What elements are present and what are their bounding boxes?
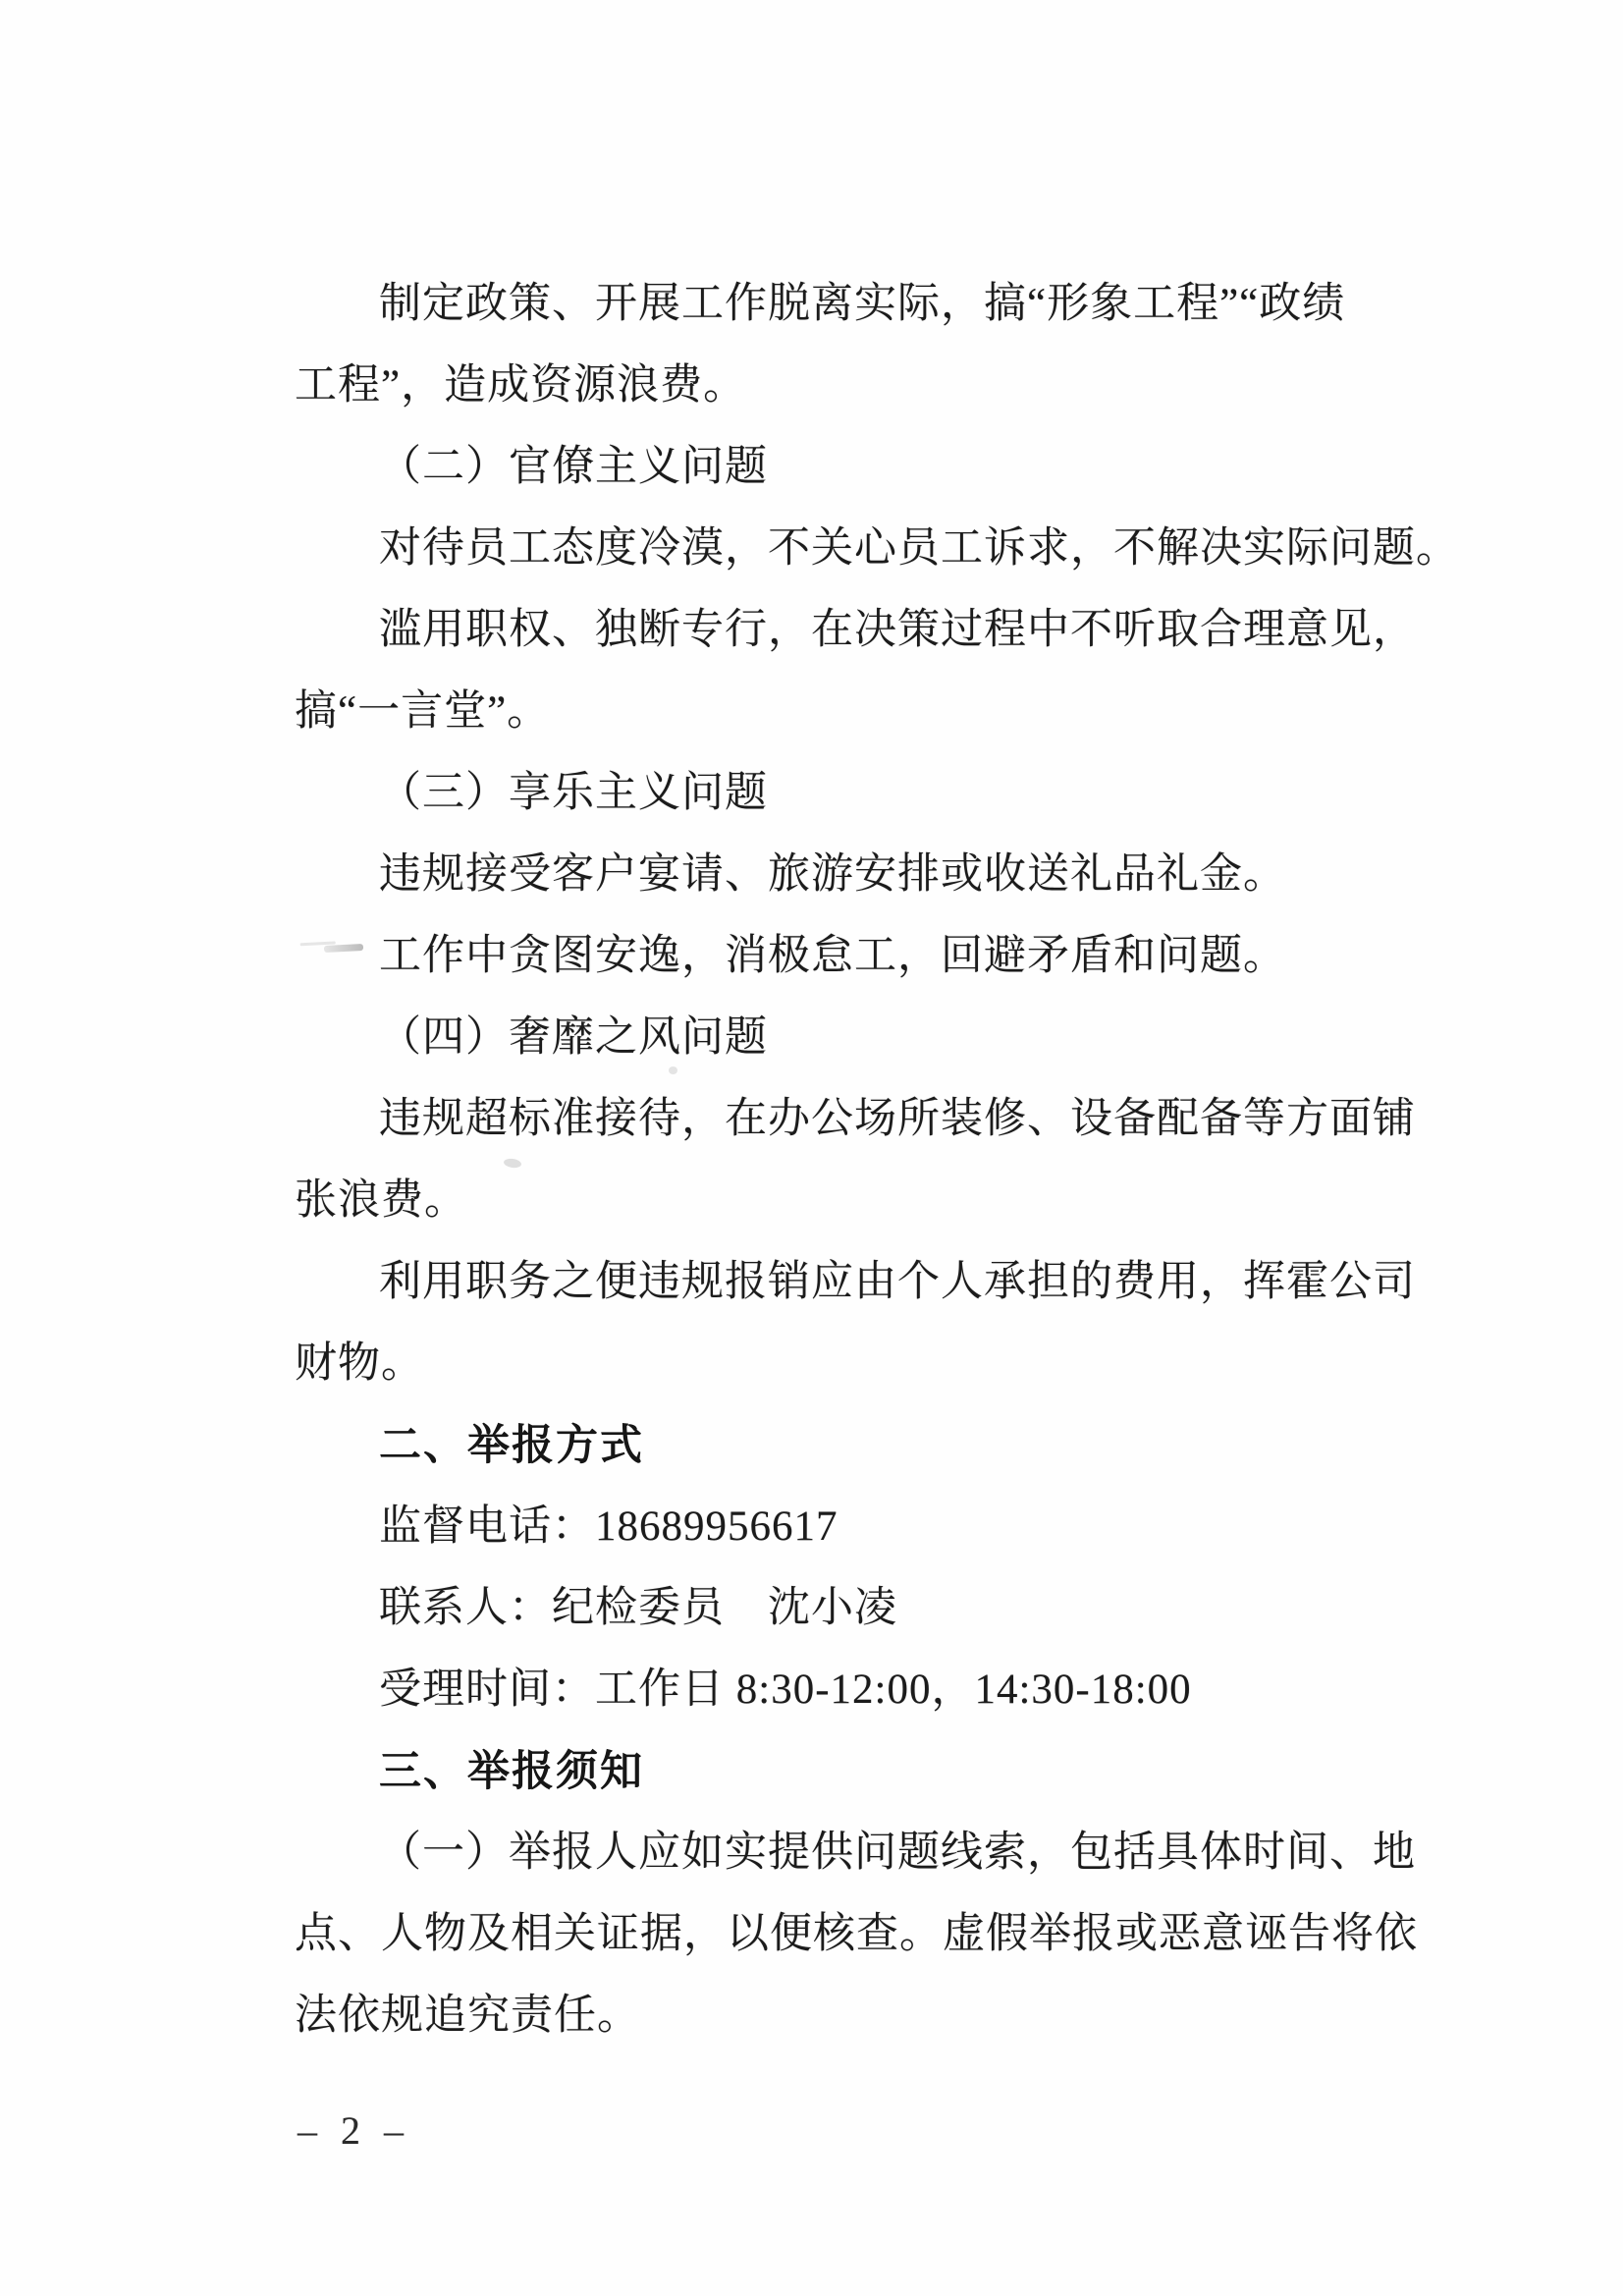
body-line: 工程”，造成资源浪费。 [295,362,747,409]
acceptance-hours-line: 受理时间：工作日 8:30-12:00，14:30-18:00 [379,1667,1192,1713]
body-line: 张浪费。 [295,1177,467,1224]
body-line: 点、人物及相关证据，以便核查。虚假举报或恶意诬告将依 [295,1911,1418,1957]
body-line: 法依规追究责任。 [295,1993,640,2039]
body-line: 搞“一言堂”。 [295,688,551,735]
section-heading-report-method: 二、举报方式 [379,1421,644,1470]
body-line: 工作中贪图安逸，消极怠工，回避矛盾和问题。 [379,933,1286,979]
body-line: 财物。 [295,1340,424,1387]
body-line: 制定政策、开展工作脱离实际，搞“形象工程”“政绩 [379,281,1346,327]
contact-person-line: 联系人：纪检委员 沈小凌 [379,1585,897,1631]
scan-smudge-artifact [324,944,363,953]
body-line: 利用职务之便违规报销应由个人承担的费用，挥霍公司 [379,1259,1416,1305]
body-line: 违规超标准接待，在办公场所装修、设备配备等方面铺 [379,1096,1416,1142]
body-line: 违规接受客户宴请、旅游安排或收送礼品礼金。 [379,851,1286,898]
subsection-heading-extravagance: （四）奢靡之风问题 [379,1014,768,1061]
body-line: 滥用职权、独断专行，在决策过程中不听取合理意见， [379,607,1416,653]
subsection-heading-hedonism: （三）享乐主义问题 [379,770,768,816]
supervision-phone-line: 监督电话：18689956617 [379,1503,839,1550]
body-line: （一）举报人应如实提供问题线索，包括具体时间、地 [379,1830,1416,1876]
subsection-heading-bureaucracy: （二）官僚主义问题 [379,444,768,490]
page-number: – 2 – [298,2108,410,2153]
body-line: 对待员工态度冷漠，不关心员工诉求，不解决实际问题。 [379,525,1459,572]
section-heading-report-notice: 三、举报须知 [379,1747,644,1796]
scan-speck-artifact [503,1158,521,1169]
